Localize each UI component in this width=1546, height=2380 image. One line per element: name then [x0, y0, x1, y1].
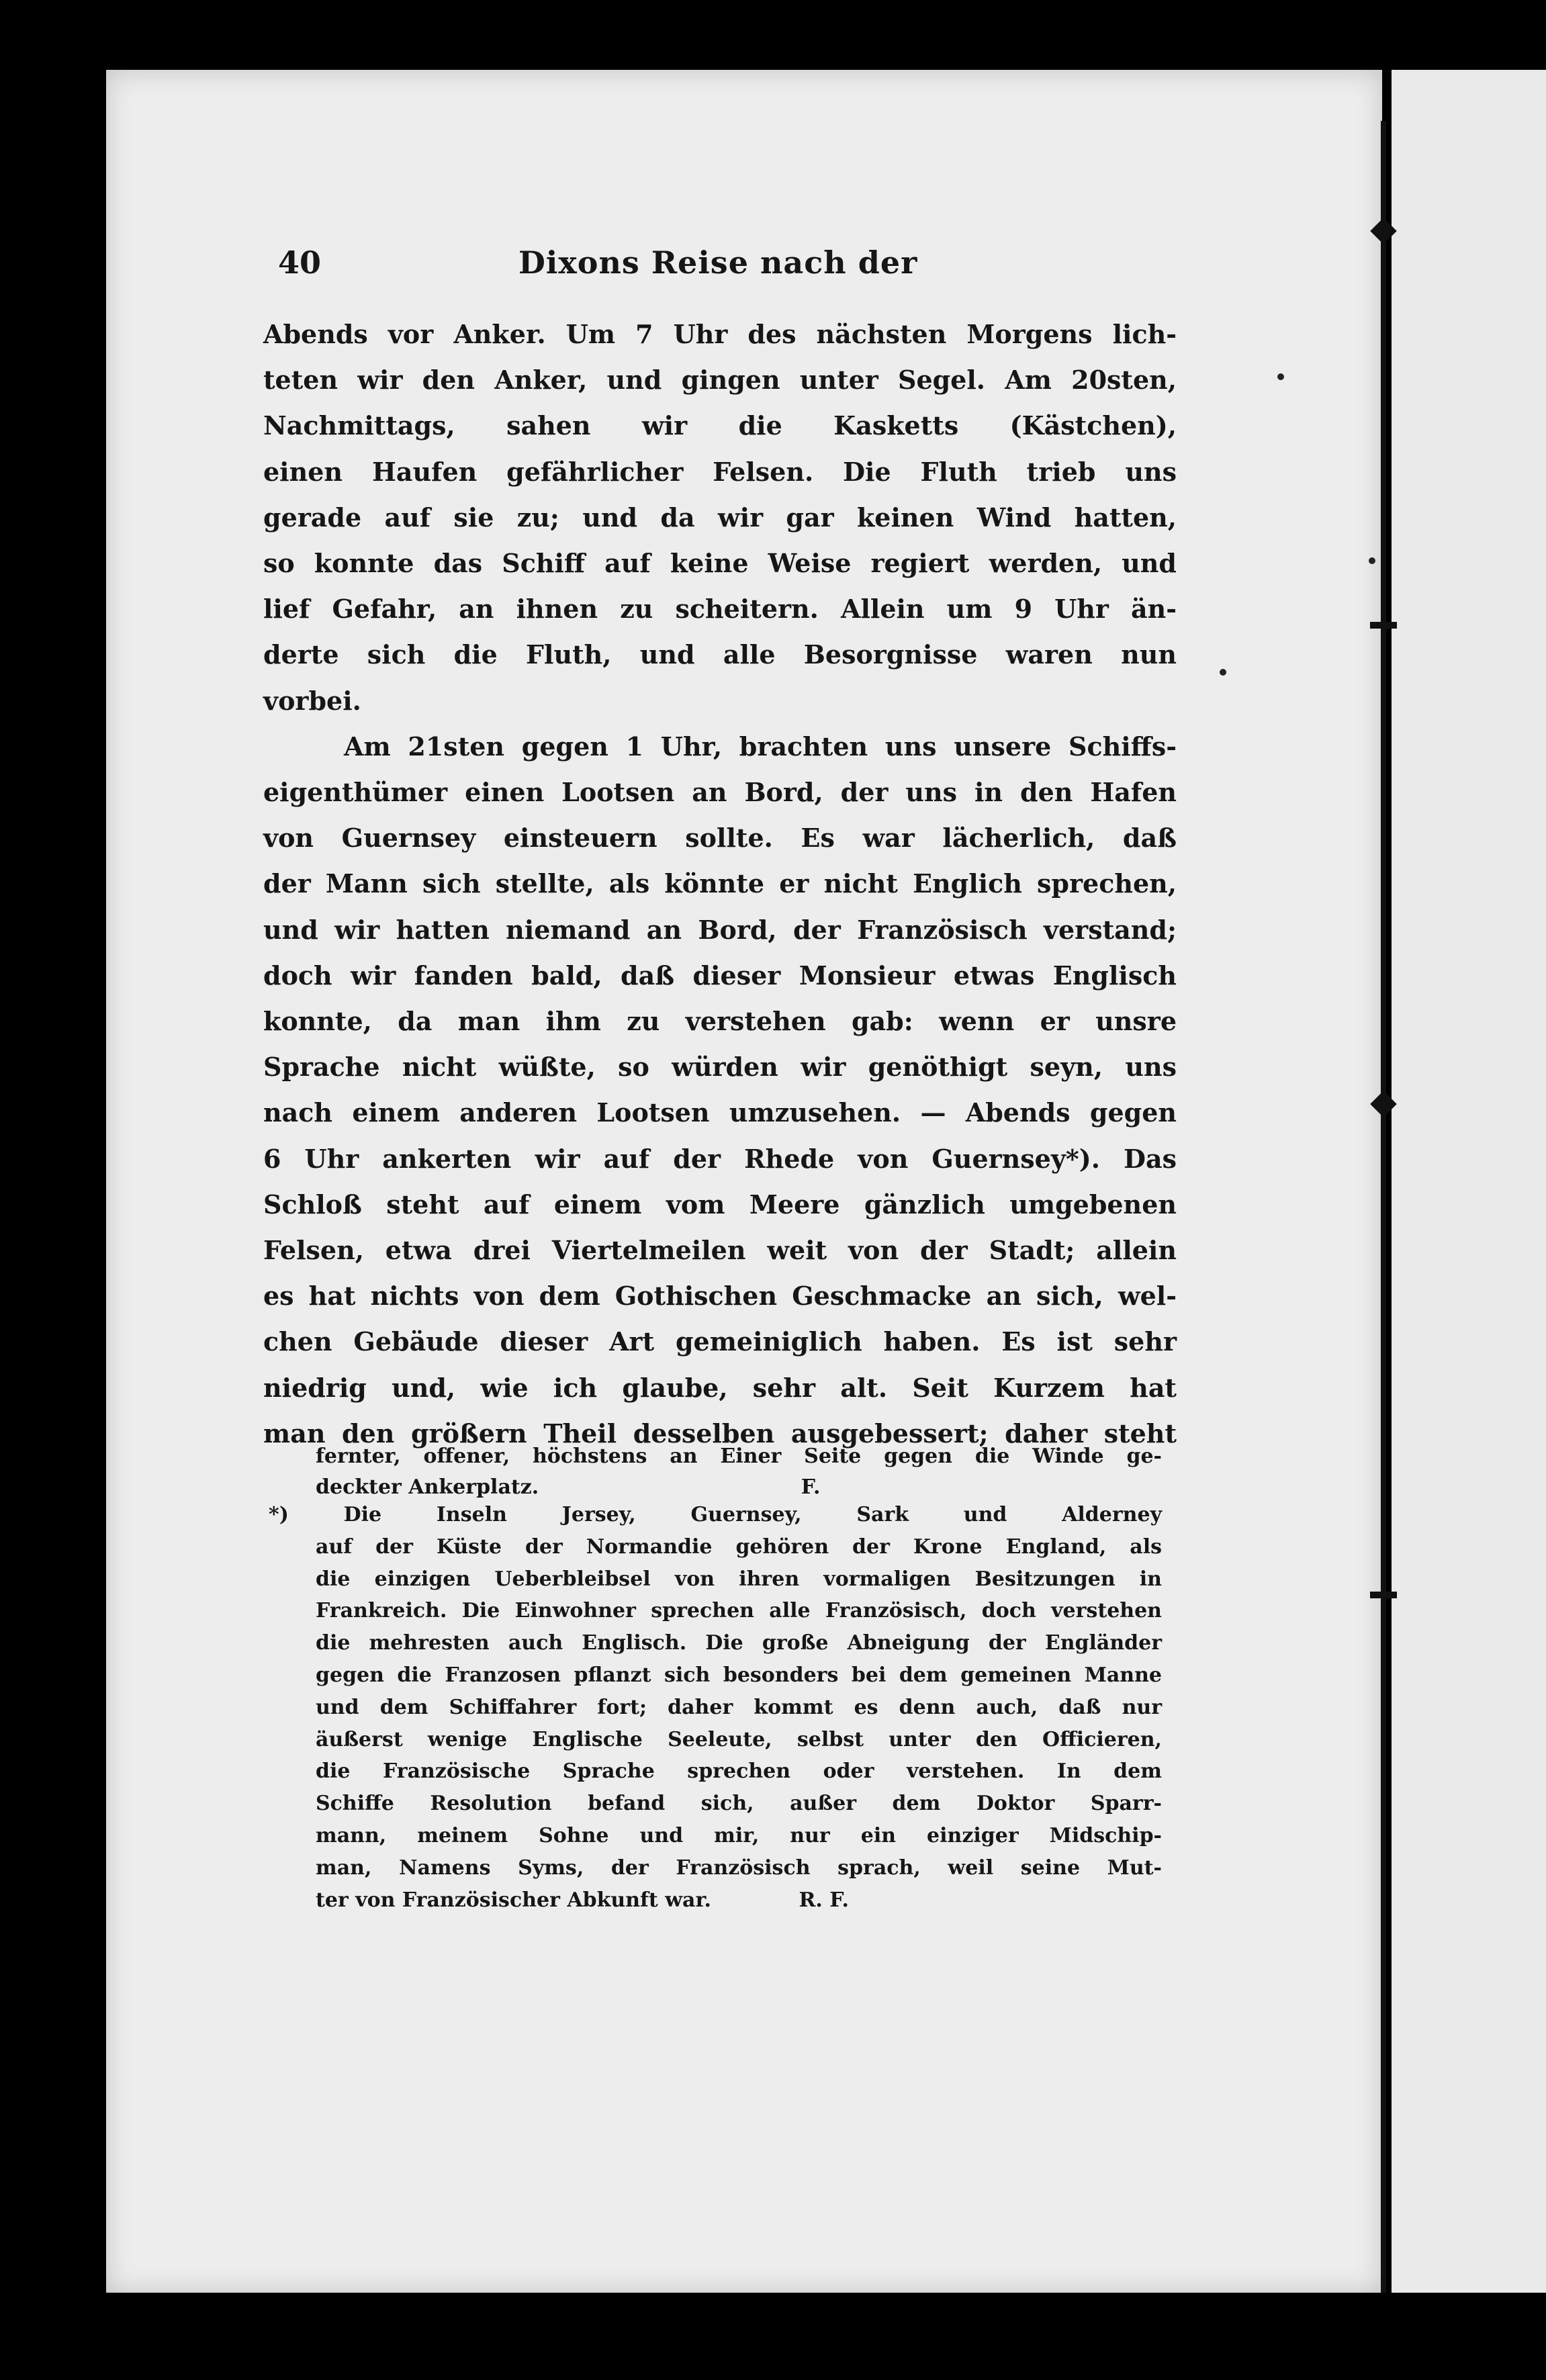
footnote-signature: R. F.	[799, 1888, 849, 1912]
footnote-line	[269, 1499, 1162, 1531]
text-line: niedrig und, wie ich glaube, sehr alt. Seit Kurzem hat	[263, 1372, 1177, 1403]
text-line: man den größern Theil desselben ausgebessert; daher steht	[263, 1418, 1177, 1449]
page-number: 40	[278, 244, 322, 281]
footnote	[269, 1499, 1162, 1916]
footnote-line: Schiffe Resolution befand sich, außer dem Doktor Sparr-	[316, 1792, 1162, 1816]
text-line: Felsen, etwa drei Viertelmeilen weit von der Stadt; allein	[263, 1235, 1177, 1266]
text-line: gerade auf sie zu; und da wir gar keinen Wind hatten,	[263, 502, 1177, 533]
footnote-marker: *)	[269, 1503, 289, 1526]
text-line: und wir hatten niemand an Bord, der Französisch verstand;	[263, 914, 1177, 945]
footnote-signature: F.	[801, 1475, 821, 1499]
text-line: der Mann sich stellte, als könnte er nicht Englich sprechen,	[263, 868, 1177, 899]
footnote-line: Frankreich. Die Einwohner sprechen alle Französisch, doch verstehen	[316, 1599, 1162, 1623]
footnote-line: mann, meinem Sohne und mir, nur ein einziger Midschip-	[316, 1823, 1162, 1847]
footnote-line-text: deckter Ankerplatz.	[316, 1475, 539, 1499]
body-text	[263, 312, 1177, 1457]
footnote-line-text: Die Inseln Jersey, Guernsey, Sark und Alderney	[343, 1503, 1162, 1526]
footnote-line: die Französische Sprache sprechen oder verstehen. In dem	[316, 1759, 1162, 1784]
text-line: Sprache nicht wüßte, so würden wir genöthigt seyn, uns	[263, 1052, 1177, 1083]
print-speck	[1369, 557, 1375, 564]
text-line: doch wir fanden bald, daß dieser Monsieur etwas Englisch	[263, 960, 1177, 991]
text-line: nach einem anderen Lootsen umzusehen. — Abends gegen	[263, 1097, 1177, 1128]
text-line: konnte, da man ihm zu verstehen gab: wenn er unsre	[263, 1006, 1177, 1037]
footnote-line: die einzigen Ueberbleibsel von ihren vormaligen Besitzungen in	[316, 1567, 1162, 1591]
footnote-line: fernter, offener, höchstens an Einer Seite gegen die Winde ge-	[316, 1445, 1162, 1468]
print-speck	[1277, 373, 1284, 380]
print-speck	[1220, 669, 1226, 676]
ruler-marker	[1370, 1592, 1397, 1598]
text-line: chen Gebäude dieser Art gemeiniglich haben. Es ist sehr	[263, 1326, 1177, 1357]
footnote-line	[316, 1884, 1162, 1917]
text-line: teten wir den Anker, und gingen unter Segel. Am 20sten,	[263, 365, 1177, 396]
text-line: von Guernsey einsteuern sollte. Es war lächerlich, daß	[263, 823, 1177, 854]
text-line: derte sich die Fluth, und alle Besorgnisse waren nun	[263, 639, 1177, 670]
text-line: eigenthümer einen Lootsen an Bord, der uns in den Hafen	[263, 777, 1177, 808]
footnote-line: die mehresten auch Englisch. Die große Abneigung der Engländer	[316, 1631, 1162, 1655]
text-line: Schloß steht auf einem vom Meere gänzlich umgebenen	[263, 1189, 1177, 1220]
running-title: Dixons Reise nach der	[518, 244, 918, 281]
text-line: Nachmittags, sahen wir die Kasketts (Kästchen),	[263, 410, 1177, 441]
text-line: einen Haufen gefährlicher Felsen. Die Fluth trieb uns	[263, 456, 1177, 487]
running-head	[263, 236, 1177, 290]
footnote-line: äußerst wenige Englische Seeleute, selbst unter den Officieren,	[316, 1727, 1162, 1751]
text-line: Am 21sten gegen 1 Uhr, brachten uns unsere Schiffs-	[344, 731, 1177, 762]
text-line: lief Gefahr, an ihnen zu scheitern. Allein um 9 Uhr än-	[263, 594, 1177, 625]
footnote-line: und dem Schiffahrer fort; daher kommt es denn auch, daß nur	[316, 1695, 1162, 1719]
footnote-line-text: ter von Französischer Abkunft war.	[316, 1888, 711, 1912]
ruler-marker	[1370, 622, 1397, 629]
text-line: vorbei.	[263, 685, 361, 716]
footnote-line: gegen die Franzosen pflanzt sich besonders bei dem gemeinen Manne	[316, 1663, 1162, 1687]
footnote-line: auf der Küste der Normandie gehören der Krone England, als	[316, 1535, 1162, 1559]
text-line: 6 Uhr ankerten wir auf der Rhede von Guernsey*). Das	[263, 1143, 1177, 1174]
text-line: Abends vor Anker. Um 7 Uhr des nächsten Morgens lich-	[263, 319, 1177, 349]
continued-footnote	[316, 1441, 1162, 1503]
text-line: es hat nichts von dem Gothischen Geschmacke an sich, wel-	[263, 1281, 1177, 1312]
footnote-line: man, Namens Syms, der Französisch sprach, weil seine Mut-	[316, 1856, 1162, 1880]
text-line: so konnte das Schiff auf keine Weise regiert werden, und	[263, 548, 1177, 579]
gutter-rule	[1381, 121, 1386, 2293]
facing-page-edge	[1392, 70, 1546, 2293]
